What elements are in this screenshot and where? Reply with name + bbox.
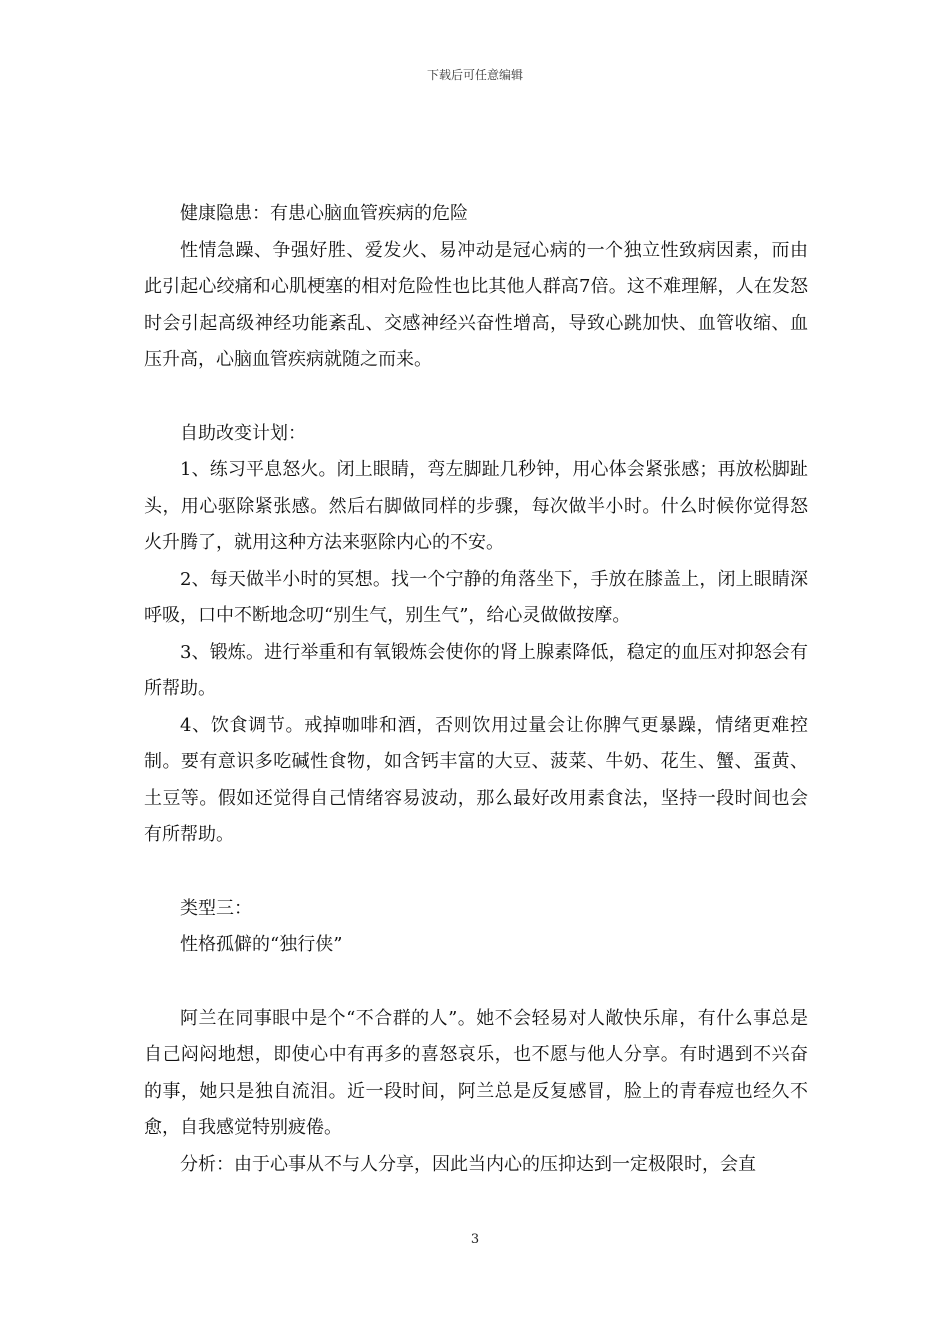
- paragraph-alan-story: 阿兰在同事眼中是个“不合群的人”。她不会轻易对人敞快乐扉，有什么事总是自己闷闷地想，即使心中有再多的喜怒哀乐，也不愿与他人分享。有时遇到不兴奋的事，她只是独自流泪。近一段时间，阿兰总是反复感冒，脸上的青春痘也经久不愈，自我感觉特别疲倦。: [144, 1007, 808, 1138]
- heading-self-help-plan: 自助改变计划：: [180, 422, 306, 444]
- paragraph-gap: [144, 854, 808, 891]
- page-header: 下载后可任意编辑: [426, 68, 523, 82]
- subheading-loner: 性格孤僻的“独行侠”: [180, 934, 343, 955]
- paragraph-gap: [144, 964, 808, 1001]
- plan-item-1: 1、练习平息怒火。闭上眼睛，弯左脚趾几秒钟，用心体会紧张感；再放松脚趾头，用心驱除紧张感。然后右脚做同样的步骤，每次做半小时。什么时候你觉得怒火升腾了，就用这种方法来驱除内心的不安。: [144, 459, 808, 553]
- paragraph-gap: [144, 379, 808, 416]
- plan-item-2: 2、每天做半小时的冥想。找一个宁静的角落坐下，手放在膝盖上，闭上眼睛深呼吸，口中不断地念叨“别生气，别生气”，给心灵做做按摩。: [144, 568, 808, 626]
- plan-item-3: 3、锻炼。进行举重和有氧锻炼会使你的肾上腺素降低，稳定的血压对抑怒会有所帮助。: [144, 641, 808, 699]
- paragraph-health-risk: 性情急躁、争强好胜、爱发火、易冲动是冠心病的一个独立性致病因素，而由此引起心绞痛和心肌梗塞的相对危险性也比其他人群高7倍。这不难理解，人在发怒时会引起高级神经功能紊乱、交感神经兴奋性增高，导致心跳加快、血管收缩、血压升高，心脑血管疾病就随之而来。: [144, 239, 808, 370]
- paragraph-analysis: 分析：由于心事从不与人分享，因此当内心的压抑达到一定极限时，会直: [180, 1153, 756, 1175]
- plan-item-4: 4、饮食调节。戒掉咖啡和酒，否则饮用过量会让你脾气更暴躁，情绪更难控制。要有意识多吃碱性食物，如含钙丰富的大豆、菠菜、牛奶、花生、蟹、蛋黄、土豆等。假如还觉得自己情绪容易波动，那么最好改用素食法，坚持一段时间也会有所帮助。: [144, 714, 808, 845]
- document-body: [144, 196, 808, 1183]
- page-number: 3: [470, 1232, 480, 1247]
- heading-health-risk: 健康隐患：有患心脑血管疾病的危险: [180, 203, 468, 224]
- heading-type-three: 类型三：: [180, 897, 252, 919]
